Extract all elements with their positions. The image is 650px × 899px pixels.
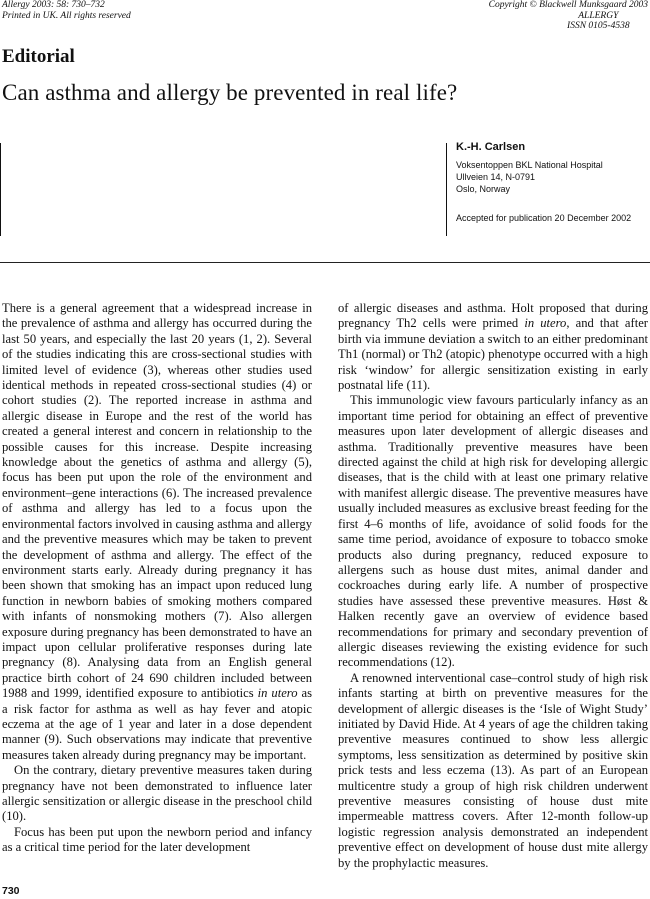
left-margin-rule	[0, 143, 1, 236]
paragraph: A renowned interventional case–control study of high risk infants starting at birth on preventive measures for the development of allergic diseases is the ‘Isle of Wight Study’ initiated by David Hide. At 4 years of age the children taking preventive measures continued to show less allergic symptoms, less sensitization as determined by positive skin prick tests and less eczema (13). As part of an European multicentre study a group of high risk children underwent preventive measures consisting of house dust mite impermeable mattress covers. After 12-month follow-up logistic regression analysis demonstrated an independent preventive effect on development of house dust mite allergy by the prophylactic measures.	[338, 670, 648, 870]
journal-citation: Allergy 2003: 58: 730–732	[2, 0, 105, 10]
affiliation-line: Oslo, Norway	[456, 184, 511, 194]
accepted-date: Accepted for publication 20 December 2002	[456, 213, 632, 223]
paragraph: Focus has been put upon the newborn period and infancy as a critical time period for the later development	[2, 824, 312, 855]
affiliation-line: Voksentoppen BKL National Hospital	[456, 160, 603, 170]
body-column-right	[338, 301, 648, 871]
printed-note: Printed in UK. All rights reserved	[2, 10, 131, 21]
article-title: Can asthma and allergy be prevented in real life?	[2, 80, 458, 105]
copyright-line: Copyright © Blackwell Munksgaard 2003	[488, 0, 648, 10]
journal-header-left	[2, 0, 131, 21]
paragraph: This immunologic view favours particularly infancy as an important time period for obtaining an effect of preventive measures upon later development of allergic diseases and asthma. Traditionally preventive measures have been directed against the child at high risk for developing allergic diseases, that is the child with at least one primary relative with manifest allergic disease. The preventive measures have usually included measures as exclusive breast feeding for the first 4–6 months of life, avoidance of solid foods for the same time period, avoidance of exposure to tobacco smoke products also during pregnancy, reduced exposure to allergens such as house dust mites, animal dander and cockroaches during early life. A number of prospective studies have assessed these preventive measures. Høst & Halken recently gave an overview of evidence based recommendations for primary and secondary prevention of allergic diseases reviewing the existing evidence for such recommendations (12).	[338, 393, 648, 670]
issn: ISSN 0105-4538	[567, 21, 630, 31]
page-number: 730	[2, 885, 20, 897]
body-column-left	[2, 301, 312, 856]
journal-name: ALLERGY	[578, 10, 619, 21]
paragraph: of allergic diseases and asthma. Holt proposed that during pregnancy Th2 cells were primed in utero, and that after birth via immune deviation a switch to an either predominant Th1 (normal) or Th2 (atopic) phenotype occurred with a high risk ‘window’ for allergic sensitization existing in early postnatal life (11).	[338, 301, 648, 393]
author-name: K.-H. Carlsen	[456, 141, 526, 153]
paragraph: There is a general agreement that a widespread increase in the prevalence of asthma and allergy has occurred during the last 50 years, and especially the last 20 years (1, 2). Several of the studies indicating this are cross-sectional studies with limited level of evidence (3), whereas other studies used identical methods in repeated cross-sectional studies (4) or cohort studies (2). The reported increase in asthma and allergic disease in Europe and the rest of the world has created a general interest and concern in relationship to the possible causes for this increase. Despite increasing knowledge about the genetics of asthma and allergy (5), focus has been put upon the role of the environment and environment–gene interactions (6). The increased prevalence of asthma and allergy has led to a focus upon the environmental factors involved in causing asthma and allergy and the preventive measures which may be taken to prevent the development of asthma and allergy. The effect of the environment starts early. Already during pregnancy it has been shown that smoking has an impact upon reduced lung function in newborn babies of smoking mothers compared with infants of nonsmoking mothers (7). Also allergen exposure during pregnancy has been demonstrated to have an impact upon cellular proliferative responses during late pregnancy (8). Analysing data from an English general practice birth cohort of 24 690 children included between 1988 and 1999, identified exposure to antibiotics in utero as a risk factor for asthma as well as hay fever and atopic eczema at the age of 1 year and later in a dose dependent manner (9). Such observations may indicate that preventive measures taken already during pregnancy may be important.	[2, 301, 313, 762]
author-block	[456, 141, 648, 223]
header-divider	[0, 262, 650, 263]
journal-header-right	[489, 0, 648, 32]
author-divider	[446, 143, 447, 236]
affiliation-line: Ullveien 14, N-0791	[456, 172, 536, 182]
paragraph: On the contrary, dietary preventive measures taken during pregnancy have not been demonstrated to influence later allergic sensitization or allergic disease in the preschool child (10).	[2, 763, 312, 824]
section-label: Editorial	[2, 46, 75, 67]
